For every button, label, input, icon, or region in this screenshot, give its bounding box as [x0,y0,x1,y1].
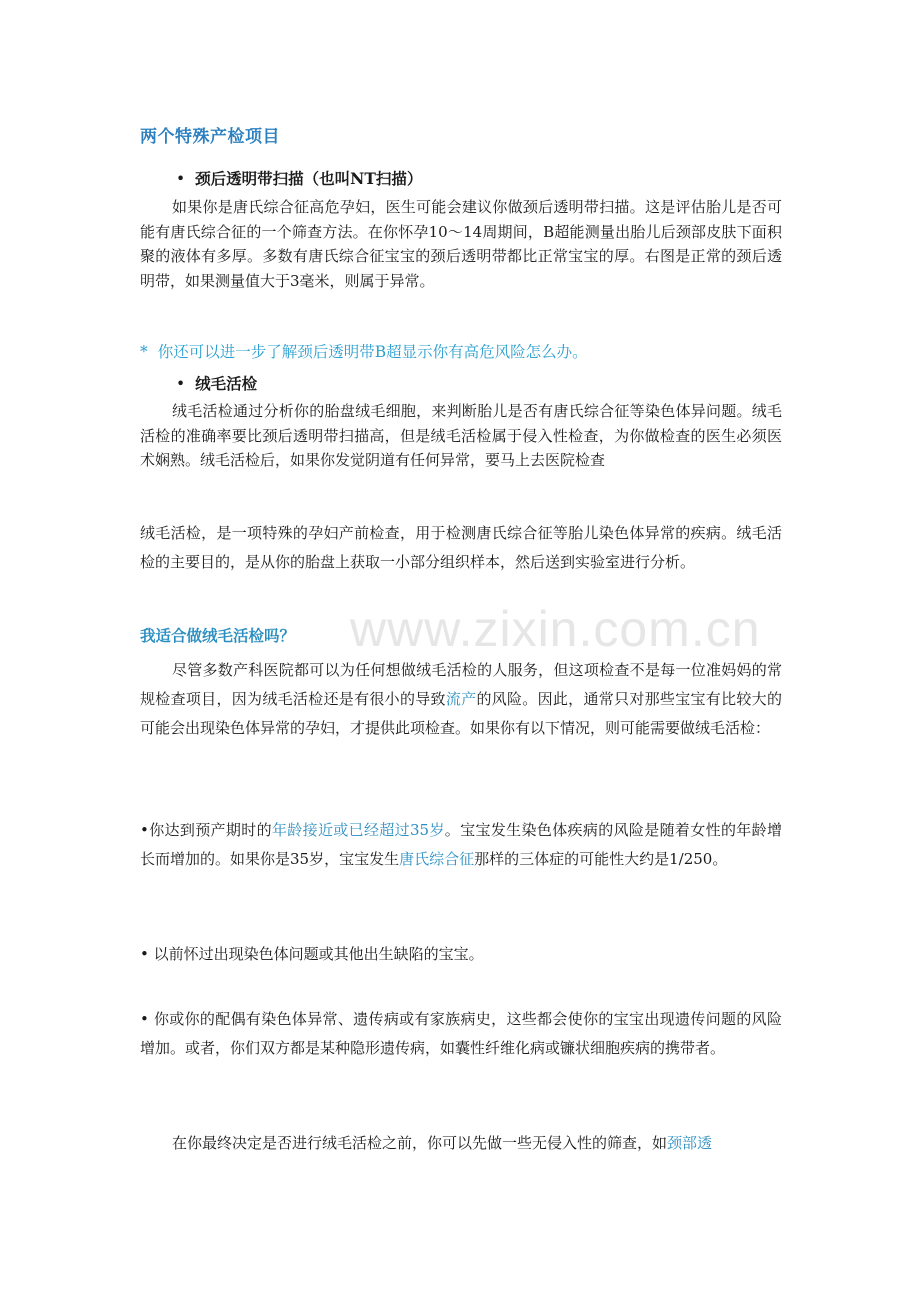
nt-scan-heading [176,167,422,189]
asterisk-icon: * [140,343,148,361]
text-span: 。宝宝发生染色体疾病的风险是随着女性的年龄增长而增加的。如果你是35岁，宝宝发生 [140,821,782,868]
cvs-paragraph: 绒毛活检通过分析你的胎盘绒毛细胞，来判断胎儿是否有唐氏综合征等染色体异问题。绒毛活检的准确率要比颈后透明带扫描高，但是绒毛活检属于侵入性检查，为你做检查的医生必须医术娴熟。绒毛活检后，如果你发觉阴道有任何异常，要马上去医院检查 [140,402,782,469]
list-item-age [140,816,782,874]
text-span: 的风险。因此，通常只对那些宝宝有比较大的可能会出现染色体异常的孕妇，才提供此项检查。如果你有以下情况，则可能需要做绒毛活检： [140,690,782,737]
age-35-link[interactable]: 年龄接近或已经超过35岁 [271,821,445,839]
list-item-genetic-history: • 你或你的配偶有染色体异常、遗传病或有家族病史，这些都会使你的宝宝出现遗传问题的风险增加。或者，你们双方都是某种隐形遗传病，如囊性纤维化病或镰状细胞疾病的携带者。 [140,1010,782,1057]
nt-link[interactable]: 颈部透 [667,1134,713,1152]
nt-tip-text[interactable]: 你还可以进一步了解颈后透明带B超显示你有高危风险怎么办。 [157,343,588,361]
down-syndrome-link[interactable]: 唐氏综合征 [399,850,475,868]
section-title-suitability: 我适合做绒毛活检吗？ [140,626,296,645]
cvs-intro-paragraph: 绒毛活检，是一项特殊的孕妇产前检查，用于检测唐氏综合征等胎儿染色体异常的疾病。绒毛活检的主要目的，是从你的胎盘上获取一小部分组织样本，然后送到实验室进行分析。 [140,524,782,571]
cvs-heading-text: 绒毛活检 [195,374,258,393]
text-span: •你达到预产期时的 [140,821,272,839]
watermark: www.zixin.com.cn [350,601,761,657]
bullet-icon: • [176,375,186,393]
text-span: 尽管多数产科医院都可以为任何想做绒毛活检的人服务，但这项检查不是每一位准妈妈的常规检查项目，因为绒毛活检还是有很小的导致 [140,661,782,708]
miscarriage-link[interactable]: 流产 [445,690,477,708]
suitability-paragraph [140,656,782,743]
text-span: 那样的三体症的可能性大约是1/250。 [474,850,728,868]
bullet-icon: • [176,170,186,188]
nt-tip-link[interactable] [140,340,588,362]
final-paragraph [140,1129,782,1158]
text-span: 在你最终决定是否进行绒毛活检之前，你可以先做一些无侵入性的筛查，如 [172,1134,668,1152]
nt-scan-paragraph: 如果你是唐氏综合征高危孕妇，医生可能会建议你做颈后透明带扫描。这是评估胎儿是否可能有唐氏综合征的一个筛查方法。在你怀孕10～14周期间，B超能测量出胎儿后颈部皮肤下面积聚的液体有多厚。多数有唐氏综合征宝宝的颈后透明带都比正常宝宝的厚。右图是正常的颈后透明带，如果测量值大于3毫米，则属于异常。 [140,198,782,290]
nt-scan-heading-text: 颈后透明带扫描（也叫NT扫描） [195,169,423,188]
cvs-heading [176,372,257,394]
list-item-previous-pregnancy: • 以前怀过出现染色体问题或其他出生缺陷的宝宝。 [140,945,484,963]
section-title-special-exams: 两个特殊产检项目 [140,127,280,147]
